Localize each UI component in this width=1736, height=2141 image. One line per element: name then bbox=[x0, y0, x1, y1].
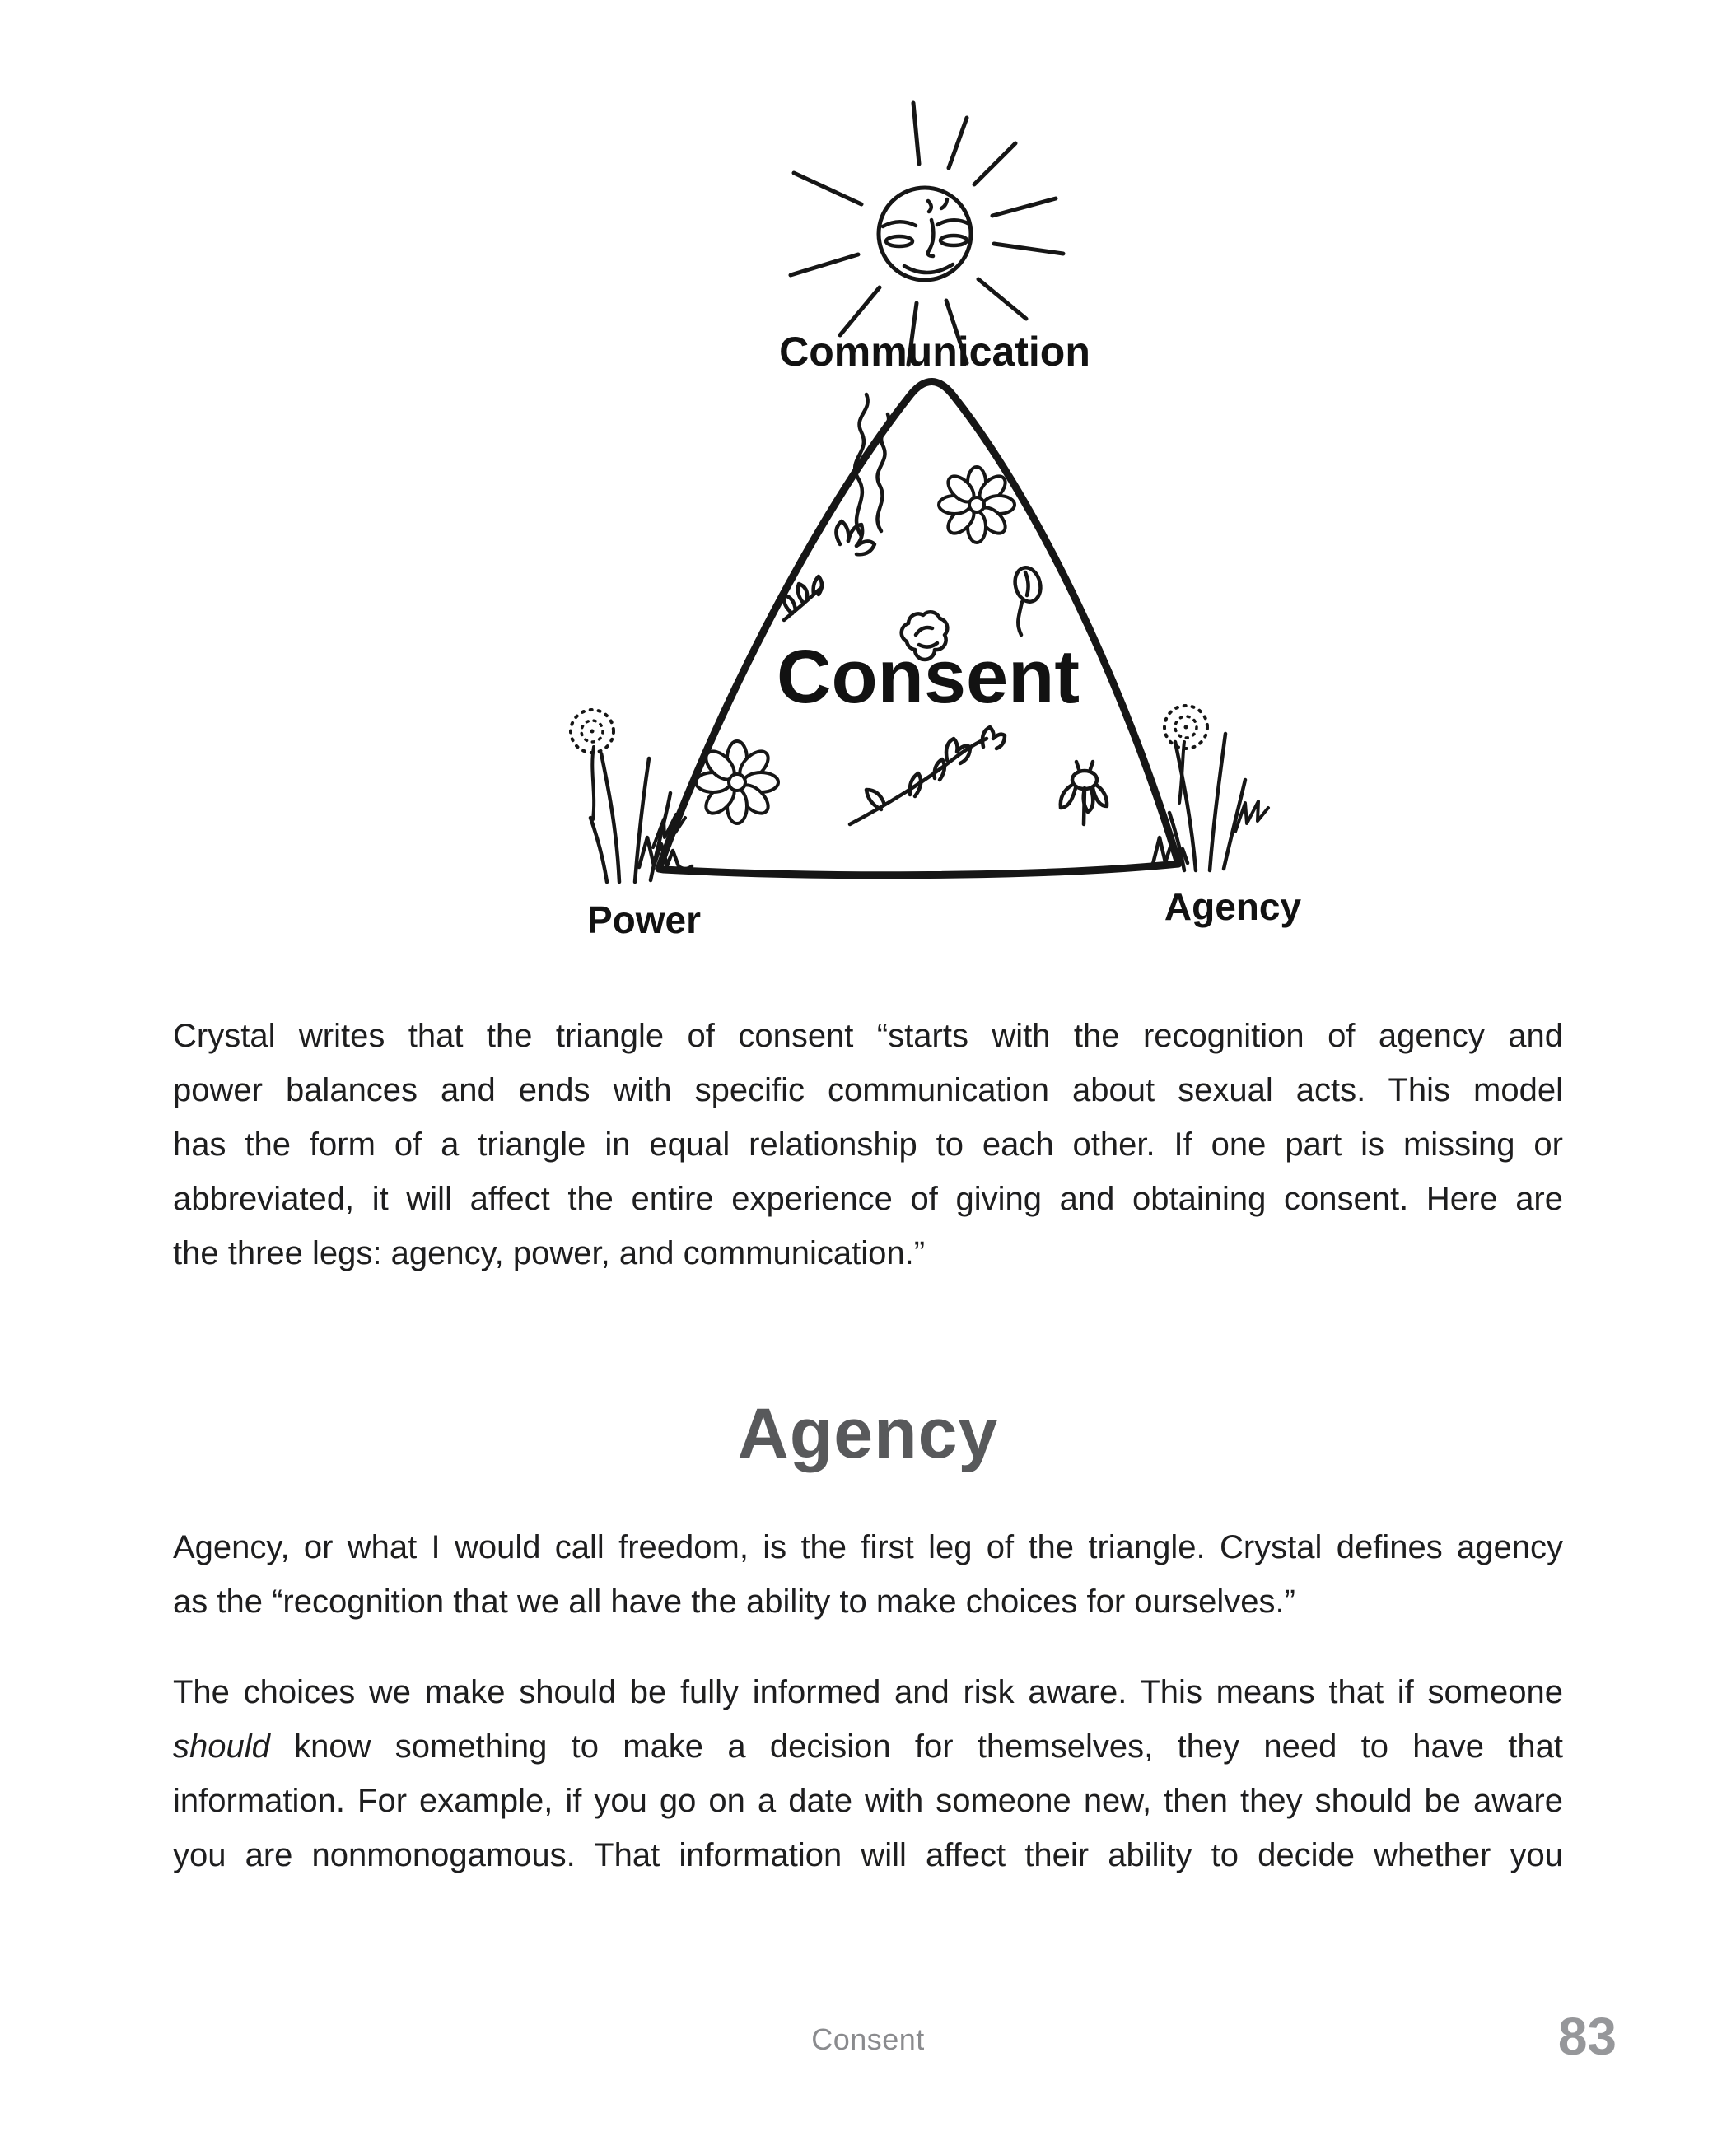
text-line bbox=[173, 1719, 1563, 1774]
dandelion-icon bbox=[571, 710, 614, 819]
chapter-label: Consent bbox=[811, 2022, 925, 2056]
consent-label: Consent bbox=[777, 635, 1080, 719]
consent-triangle-illustration bbox=[494, 78, 1318, 959]
text-line: abbreviated, it will affect the entire experience of giving and obtaining consent. Here are bbox=[173, 1181, 1563, 1217]
page-number: 83 bbox=[1557, 2007, 1617, 2066]
section-heading-agency: Agency bbox=[737, 1394, 999, 1473]
text-line: Agency, or what I would call freedom, is the first leg of the triangle. Crystal defines agency bbox=[173, 1529, 1563, 1565]
text-line-rest: know something to make a decision for themselves, they need to have that bbox=[269, 1728, 1563, 1765]
agency-label: Agency bbox=[1164, 885, 1302, 928]
text-line: as the “recognition that we all have the ability to make choices for ourselves.” bbox=[173, 1584, 1295, 1620]
text-line: information. For example, if you go on a date with someone new, then they should be aware bbox=[173, 1783, 1563, 1819]
text-line: the three legs: agency, power, and communication.” bbox=[173, 1235, 926, 1271]
text-line: has the form of a triangle in equal relationship to each other. If one part is missing or bbox=[173, 1126, 1563, 1163]
text-line: Crystal writes that the triangle of consent “starts with the recognition of agency and bbox=[173, 1018, 1563, 1054]
communication-label: Communication bbox=[779, 329, 1090, 375]
daisy-icon bbox=[696, 741, 778, 823]
daisy-icon bbox=[939, 467, 1015, 543]
text-line: The choices we make should be fully informed and risk aware. This means that if someone bbox=[173, 1674, 1563, 1710]
paragraph-triangle-quote bbox=[173, 1009, 1563, 1280]
italic-word: should bbox=[173, 1728, 270, 1765]
text-line: you are nonmonogamous. That information will affect their ability to decide whether you bbox=[173, 1837, 1563, 1873]
paragraph-agency-definition bbox=[173, 1520, 1563, 1629]
paragraph-informed-choices bbox=[173, 1665, 1563, 1882]
grass-right-icon bbox=[1164, 706, 1268, 870]
power-label: Power bbox=[586, 898, 702, 941]
text-line: power balances and ends with specific communication about sexual acts. This model bbox=[173, 1072, 1563, 1108]
sun-icon bbox=[791, 103, 1063, 365]
